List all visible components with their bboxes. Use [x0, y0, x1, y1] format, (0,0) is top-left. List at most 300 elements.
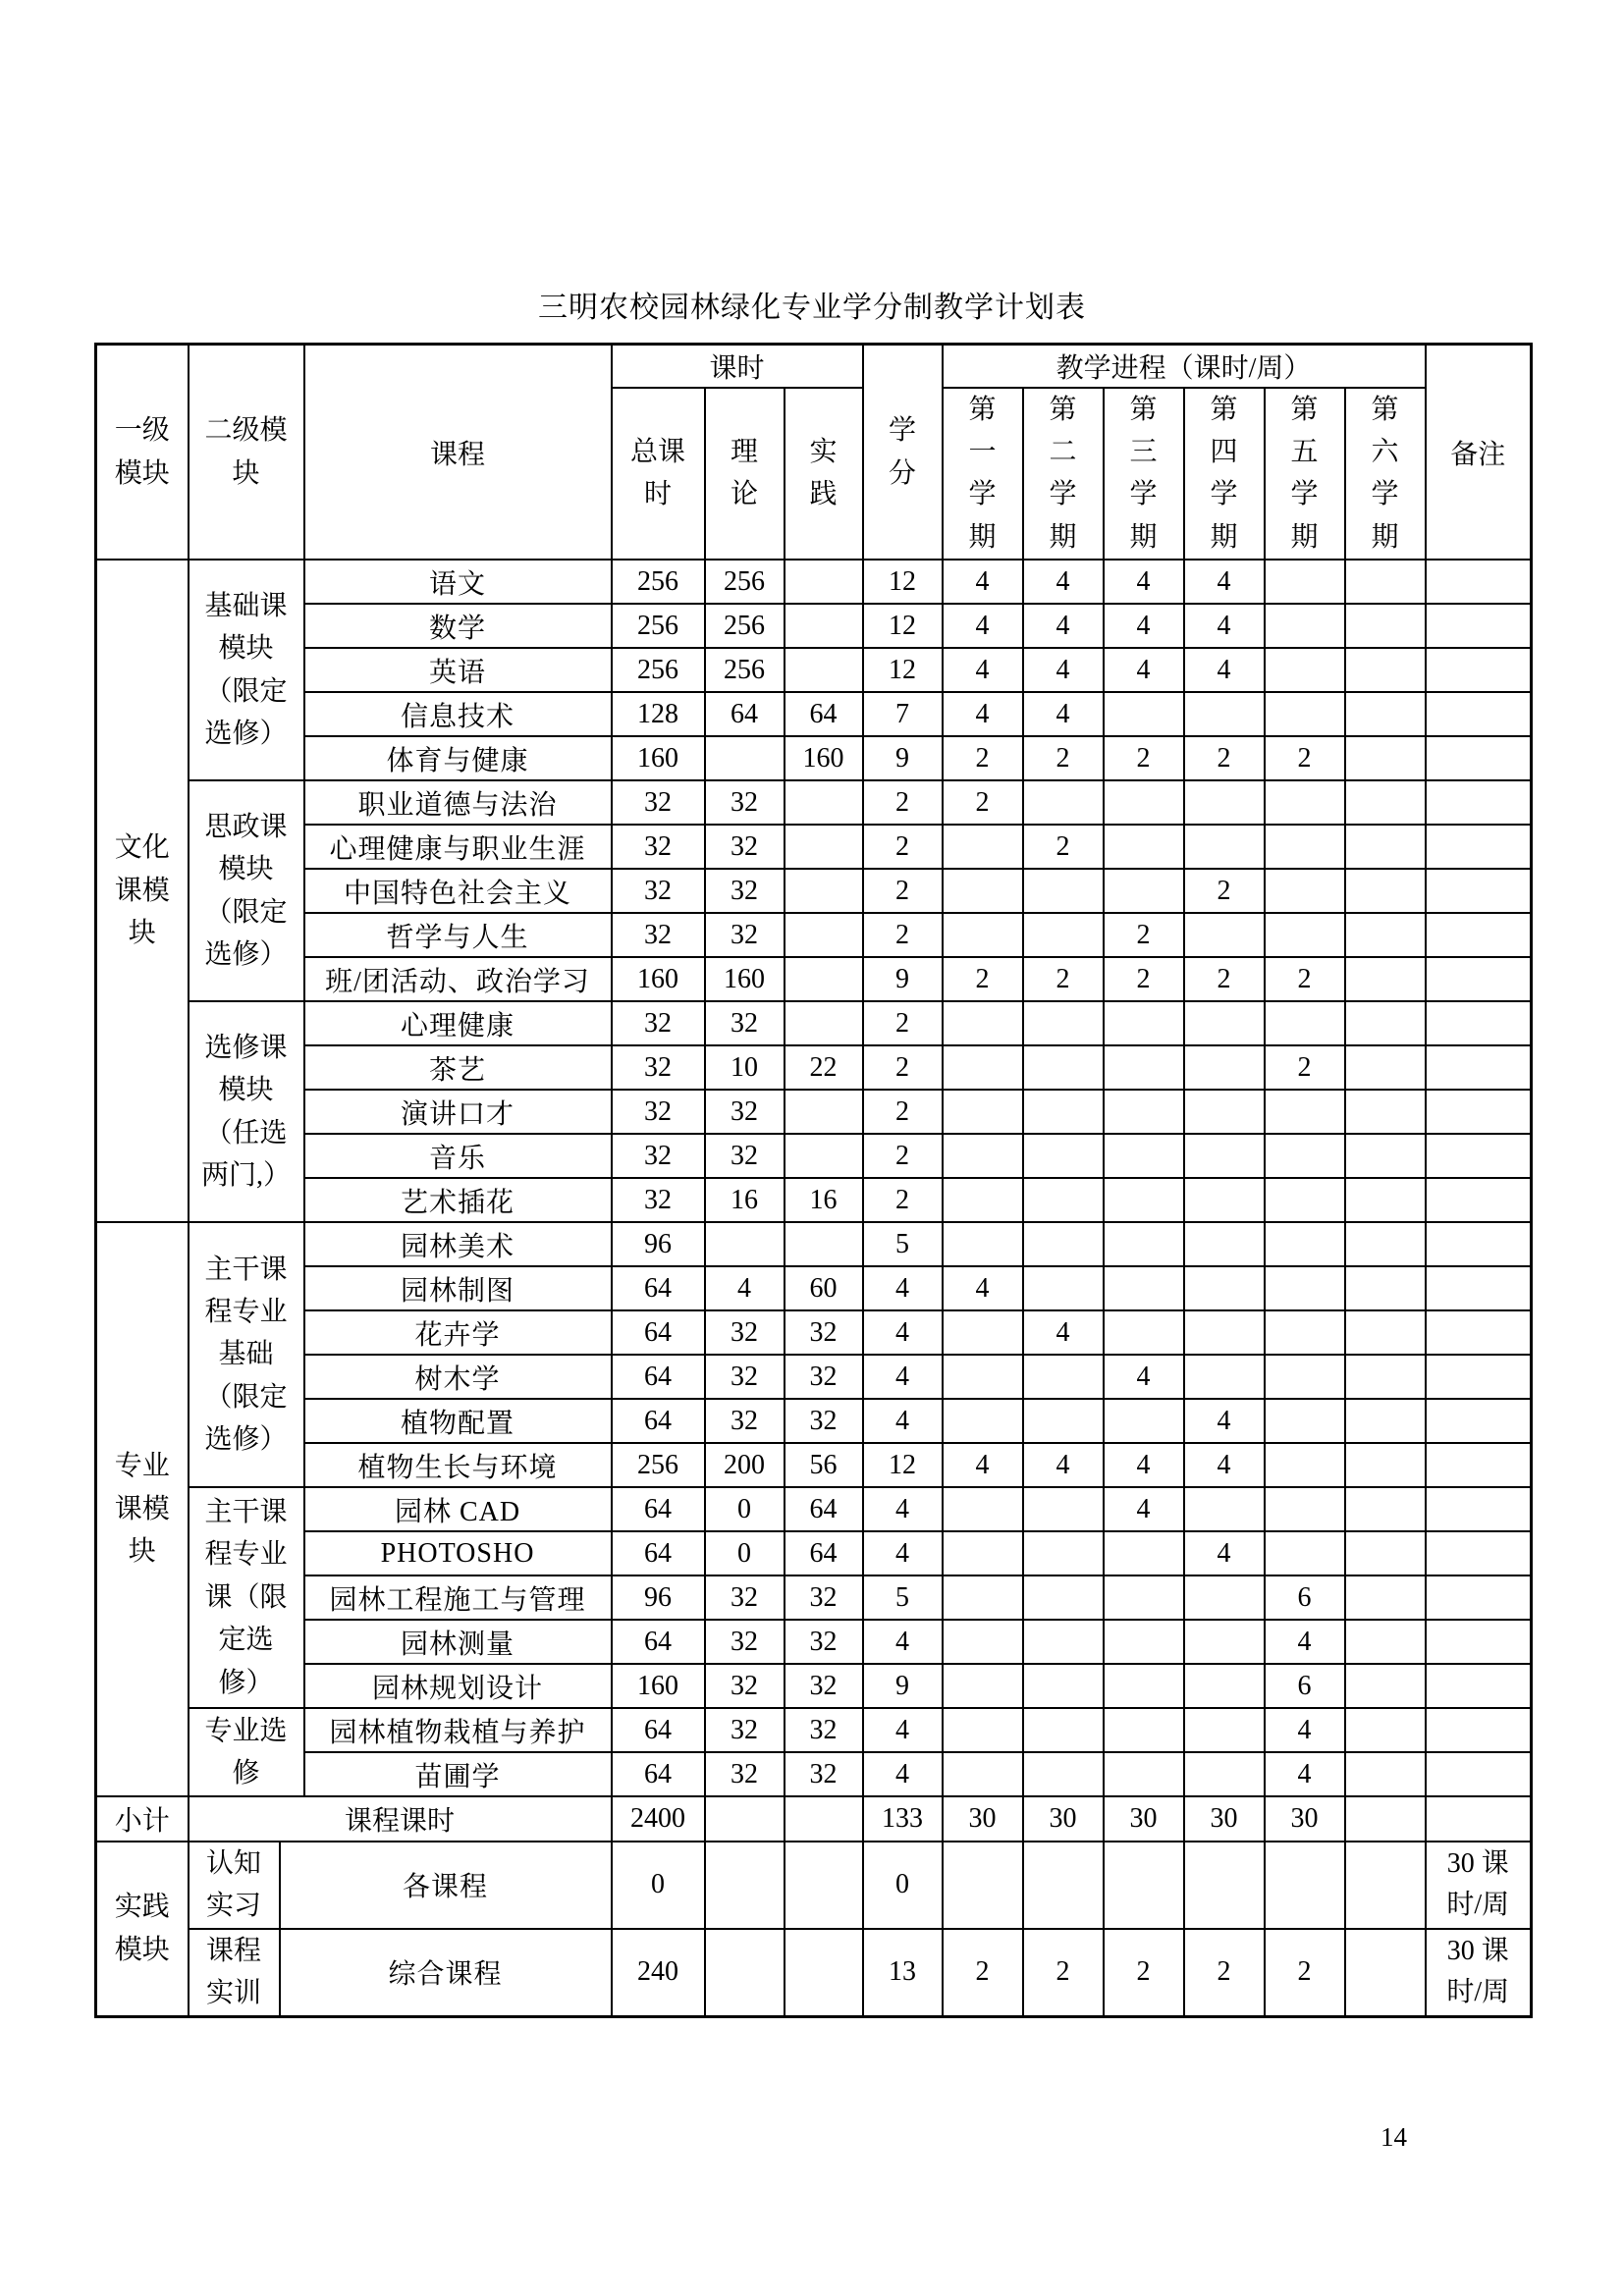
table-row: [96, 1752, 1532, 1796]
theory-hours-cell: [705, 1842, 785, 1929]
sem5-cell: [1265, 1222, 1345, 1266]
sem1-cell: [943, 913, 1023, 957]
sem4-cell: 4: [1184, 1399, 1265, 1443]
header-sem6: [1345, 388, 1426, 561]
page-number: 14: [1380, 2122, 1407, 2152]
practice-hours-cell: 64: [785, 1487, 863, 1531]
credits-cell: 4: [863, 1310, 943, 1355]
theory-hours-cell: 32: [705, 1575, 785, 1620]
sem2-cell: [1023, 1222, 1104, 1266]
sem3-cell: 30: [1104, 1796, 1184, 1842]
sem2-cell: [1023, 1045, 1104, 1090]
sem6-cell: [1345, 1399, 1426, 1443]
sem3-cell: [1104, 1708, 1184, 1752]
practice-hours-cell: 32: [785, 1575, 863, 1620]
sem4-cell: [1184, 1355, 1265, 1399]
sem1-cell: [943, 1842, 1023, 1929]
sem4-cell: [1184, 825, 1265, 869]
table-row: [96, 692, 1532, 736]
module-professional-label: 专业课模块: [114, 1451, 170, 1568]
sem6-cell: [1345, 1045, 1426, 1090]
sem6-cell: [1345, 1929, 1426, 2016]
practice-hours-cell: [785, 1134, 863, 1178]
sem5-cell: 4: [1265, 1620, 1345, 1664]
sem5-cell: [1265, 825, 1345, 869]
sem3-cell: 4: [1104, 604, 1184, 648]
header-sem5: [1265, 388, 1345, 561]
header-credits-label: 学分: [888, 415, 916, 489]
credits-cell: 2: [863, 825, 943, 869]
total-hours-cell: 32: [612, 780, 705, 825]
header-practice-label: 实践: [809, 436, 838, 510]
credits-cell: 133: [863, 1796, 943, 1842]
sem5-cell: [1265, 1266, 1345, 1310]
total-hours-cell: 256: [612, 604, 705, 648]
total-hours-cell: 128: [612, 692, 705, 736]
remark-cell: [1426, 1929, 1532, 2016]
credits-cell: 2: [863, 1001, 943, 1045]
remark-cell: [1426, 1134, 1532, 1178]
remark-cell: [1426, 604, 1532, 648]
theory-hours-cell: 32: [705, 1664, 785, 1708]
sem3-cell: [1104, 825, 1184, 869]
credits-cell: 4: [863, 1752, 943, 1796]
course-cell: 各课程: [280, 1842, 612, 1929]
total-hours-cell: 256: [612, 648, 705, 692]
sem6-cell: [1345, 1620, 1426, 1664]
module-training: [189, 1929, 280, 2016]
sem3-cell: [1104, 1001, 1184, 1045]
remark-cell: [1426, 825, 1532, 869]
module-cognition-label: 认知实习: [205, 1848, 261, 1922]
table-row: [96, 825, 1532, 869]
theory-hours-cell: 32: [705, 1620, 785, 1664]
theory-hours-cell: 256: [705, 648, 785, 692]
sem3-cell: 2: [1104, 913, 1184, 957]
sem1-cell: 2: [943, 736, 1023, 780]
sem3-cell: [1104, 1752, 1184, 1796]
total-hours-cell: 64: [612, 1399, 705, 1443]
remark-text: 30 课时/周: [1446, 1936, 1510, 2008]
sem2-cell: [1023, 1266, 1104, 1310]
sem4-cell: [1184, 1664, 1265, 1708]
credits-cell: 2: [863, 913, 943, 957]
remark-cell: [1426, 1355, 1532, 1399]
course-cell: 班/团活动、政治学习: [304, 957, 612, 1001]
credits-cell: 0: [863, 1842, 943, 1929]
sem2-cell: 2: [1023, 825, 1104, 869]
sem1-cell: 4: [943, 1443, 1023, 1487]
table-row: [96, 1045, 1532, 1090]
sem2-cell: [1023, 1090, 1104, 1134]
table-row: [96, 1399, 1532, 1443]
sem3-cell: [1104, 1222, 1184, 1266]
practice-hours-cell: 32: [785, 1664, 863, 1708]
sem6-cell: [1345, 1090, 1426, 1134]
remark-cell: [1426, 1620, 1532, 1664]
theory-hours-cell: 32: [705, 1399, 785, 1443]
remark-cell: [1426, 736, 1532, 780]
header-course: 课程: [304, 345, 612, 561]
total-hours-cell: 256: [612, 560, 705, 604]
module-basic: [189, 560, 304, 780]
module-major-elective: [189, 1708, 304, 1796]
sem5-cell: [1265, 1001, 1345, 1045]
credits-cell: 4: [863, 1620, 943, 1664]
sem4-cell: [1184, 1310, 1265, 1355]
header-sem2: [1023, 388, 1104, 561]
course-cell: 植物配置: [304, 1399, 612, 1443]
header-sem5-label: 第五学期: [1290, 394, 1319, 553]
total-hours-cell: 64: [612, 1266, 705, 1310]
module-practice-label: 实践模块: [114, 1892, 170, 1965]
practice-hours-cell: [785, 560, 863, 604]
sem6-cell: [1345, 1575, 1426, 1620]
sem2-cell: [1023, 1134, 1104, 1178]
sem1-cell: 4: [943, 648, 1023, 692]
remark-cell: [1426, 1664, 1532, 1708]
table-row: [96, 1222, 1532, 1266]
module-core-basic-label: 主干课程专业基础（限定选修）: [204, 1254, 288, 1456]
sem1-cell: [943, 1620, 1023, 1664]
sem5-cell: 6: [1265, 1575, 1345, 1620]
practice-hours-cell: [785, 1090, 863, 1134]
sem5-cell: [1265, 780, 1345, 825]
sem5-cell: [1265, 692, 1345, 736]
sem5-cell: 30: [1265, 1796, 1345, 1842]
theory-hours-cell: 16: [705, 1178, 785, 1222]
theory-hours-cell: 32: [705, 869, 785, 913]
credits-cell: 2: [863, 1045, 943, 1090]
credits-cell: 12: [863, 604, 943, 648]
sem3-cell: [1104, 1575, 1184, 1620]
practice-hours-cell: [785, 1222, 863, 1266]
table-row: [96, 1443, 1532, 1487]
sem4-cell: 4: [1184, 604, 1265, 648]
page-title: 三明农校园林绿化专业学分制教学计划表: [538, 292, 1086, 324]
sem5-cell: 6: [1265, 1664, 1345, 1708]
table-row: [96, 1531, 1532, 1575]
remark-cell: [1426, 780, 1532, 825]
theory-hours-cell: 4: [705, 1266, 785, 1310]
header-level1-label: 一级模块: [114, 415, 170, 489]
sem3-cell: [1104, 1045, 1184, 1090]
total-hours-cell: 64: [612, 1620, 705, 1664]
module-subtotal: 小计: [96, 1796, 189, 1842]
remark-cell: [1426, 1575, 1532, 1620]
course-cell: 语文: [304, 560, 612, 604]
sem3-cell: [1104, 1620, 1184, 1664]
sem1-cell: 2: [943, 957, 1023, 1001]
practice-row: [96, 1842, 1532, 1929]
practice-hours-cell: 160: [785, 736, 863, 780]
theory-hours-cell: 32: [705, 1355, 785, 1399]
sem5-cell: [1265, 1399, 1345, 1443]
header-hours-total-label: 总课时: [629, 436, 685, 510]
sem5-cell: [1265, 1443, 1345, 1487]
sem3-cell: [1104, 1178, 1184, 1222]
remark-cell: [1426, 1222, 1532, 1266]
total-hours-cell: 32: [612, 1045, 705, 1090]
sem6-cell: [1345, 1355, 1426, 1399]
practice-hours-cell: [785, 825, 863, 869]
table-row: [96, 1620, 1532, 1664]
sem6-cell: [1345, 1266, 1426, 1310]
header-sem1: [943, 388, 1023, 561]
practice-hours-cell: 16: [785, 1178, 863, 1222]
sem1-cell: 2: [943, 1929, 1023, 2016]
sem1-cell: [943, 1752, 1023, 1796]
total-hours-cell: 96: [612, 1222, 705, 1266]
course-cell: 艺术插花: [304, 1178, 612, 1222]
theory-hours-cell: 32: [705, 1001, 785, 1045]
module-ideology: [189, 780, 304, 1001]
sem6-cell: [1345, 1842, 1426, 1929]
total-hours-cell: 64: [612, 1310, 705, 1355]
course-cell: 植物生长与环境: [304, 1443, 612, 1487]
total-hours-cell: 2400: [612, 1796, 705, 1842]
header-theory: [705, 388, 785, 561]
sem1-cell: [943, 1178, 1023, 1222]
remark-cell: [1426, 1487, 1532, 1531]
credits-cell: 13: [863, 1929, 943, 2016]
sem6-cell: [1345, 736, 1426, 780]
sem2-cell: [1023, 913, 1104, 957]
sem3-cell: [1104, 1266, 1184, 1310]
header-sem4-label: 第四学期: [1210, 394, 1238, 553]
remark-cell: [1426, 1266, 1532, 1310]
sem1-cell: [943, 1134, 1023, 1178]
credits-cell: 2: [863, 869, 943, 913]
total-hours-cell: 64: [612, 1355, 705, 1399]
total-hours-cell: 0: [612, 1842, 705, 1929]
table-row: [96, 869, 1532, 913]
sem5-cell: 2: [1265, 1929, 1345, 2016]
total-hours-cell: 32: [612, 1001, 705, 1045]
sem1-cell: [943, 1664, 1023, 1708]
sem6-cell: [1345, 913, 1426, 957]
module-core-basic: [189, 1222, 304, 1487]
header-remarks: 备注: [1426, 345, 1532, 561]
total-hours-cell: 64: [612, 1708, 705, 1752]
module-cognition: [189, 1842, 280, 1929]
sem6-cell: [1345, 604, 1426, 648]
sem6-cell: [1345, 1134, 1426, 1178]
sem4-cell: [1184, 913, 1265, 957]
sem6-cell: [1345, 560, 1426, 604]
remark-cell: [1426, 869, 1532, 913]
sem3-cell: 2: [1104, 1929, 1184, 2016]
sem5-cell: [1265, 913, 1345, 957]
header-hours-group: 课时: [612, 345, 863, 388]
sem4-cell: [1184, 1001, 1265, 1045]
course-cell: 园林美术: [304, 1222, 612, 1266]
table-row: [96, 560, 1532, 604]
course-cell: 英语: [304, 648, 612, 692]
sem2-cell: 4: [1023, 1310, 1104, 1355]
remark-cell: [1426, 1045, 1532, 1090]
sem2-cell: [1023, 1531, 1104, 1575]
module-major-elective-label: 专业选修: [204, 1715, 288, 1789]
table-row: [96, 1134, 1532, 1178]
sem5-cell: [1265, 1178, 1345, 1222]
sem3-cell: [1104, 1842, 1184, 1929]
sem4-cell: 4: [1184, 648, 1265, 692]
total-hours-cell: 32: [612, 869, 705, 913]
sem4-cell: 30: [1184, 1796, 1265, 1842]
sem2-cell: 2: [1023, 736, 1104, 780]
sem5-cell: 2: [1265, 957, 1345, 1001]
table-row: [96, 1575, 1532, 1620]
module-professional: [96, 1222, 189, 1796]
course-cell: 苗圃学: [304, 1752, 612, 1796]
sem2-cell: [1023, 1487, 1104, 1531]
sem6-cell: [1345, 692, 1426, 736]
total-hours-cell: 32: [612, 1090, 705, 1134]
sem6-cell: [1345, 1443, 1426, 1487]
sem4-cell: 4: [1184, 560, 1265, 604]
sem3-cell: 4: [1104, 1487, 1184, 1531]
credits-cell: 5: [863, 1575, 943, 1620]
subtotal-row: [96, 1796, 1532, 1842]
credits-cell: 12: [863, 648, 943, 692]
sem1-cell: [943, 869, 1023, 913]
teaching-plan-table: [94, 343, 1533, 2018]
course-cell: 体育与健康: [304, 736, 612, 780]
module-basic-label: 基础课模块（限定选修）: [204, 590, 288, 749]
table-row: [96, 1178, 1532, 1222]
credits-cell: 9: [863, 1664, 943, 1708]
sem5-cell: [1265, 648, 1345, 692]
remark-cell: [1426, 1443, 1532, 1487]
sem3-cell: 4: [1104, 648, 1184, 692]
sem3-cell: 4: [1104, 560, 1184, 604]
table-row: [96, 1001, 1532, 1045]
total-hours-cell: 240: [612, 1929, 705, 2016]
theory-hours-cell: 32: [705, 780, 785, 825]
header-theory-label: 理论: [730, 436, 758, 510]
sem2-cell: 4: [1023, 1443, 1104, 1487]
sem6-cell: [1345, 869, 1426, 913]
practice-hours-cell: 32: [785, 1620, 863, 1664]
remark-cell: [1426, 1310, 1532, 1355]
sem3-cell: [1104, 1664, 1184, 1708]
course-cell: 演讲口才: [304, 1090, 612, 1134]
table-row: [96, 1708, 1532, 1752]
course-cell: 心理健康与职业生涯: [304, 825, 612, 869]
sem5-cell: [1265, 604, 1345, 648]
practice-hours-cell: 56: [785, 1443, 863, 1487]
practice-hours-cell: [785, 1001, 863, 1045]
module-core-major: [189, 1487, 304, 1708]
sem4-cell: 4: [1184, 1531, 1265, 1575]
total-hours-cell: 64: [612, 1752, 705, 1796]
sem2-cell: [1023, 1178, 1104, 1222]
sem6-cell: [1345, 1796, 1426, 1842]
sem2-cell: 2: [1023, 1929, 1104, 2016]
theory-hours-cell: [705, 1929, 785, 2016]
sem2-cell: [1023, 1708, 1104, 1752]
sem1-cell: [943, 1222, 1023, 1266]
course-cell: 职业道德与法治: [304, 780, 612, 825]
header-row-1: [96, 345, 1532, 388]
sem1-cell: 4: [943, 692, 1023, 736]
sem5-cell: 2: [1265, 736, 1345, 780]
sem2-cell: 4: [1023, 692, 1104, 736]
sem2-cell: [1023, 1575, 1104, 1620]
sem4-cell: [1184, 1090, 1265, 1134]
table-row: [96, 736, 1532, 780]
credits-cell: 4: [863, 1531, 943, 1575]
sem4-cell: 2: [1184, 957, 1265, 1001]
sem6-cell: [1345, 1178, 1426, 1222]
remark-cell: [1426, 1001, 1532, 1045]
theory-hours-cell: 32: [705, 825, 785, 869]
credits-cell: 4: [863, 1355, 943, 1399]
course-cell: 园林 CAD: [304, 1487, 612, 1531]
practice-hours-cell: 64: [785, 692, 863, 736]
sem1-cell: [943, 1090, 1023, 1134]
theory-hours-cell: [705, 1796, 785, 1842]
course-cell: 园林工程施工与管理: [304, 1575, 612, 1620]
practice-hours-cell: [785, 1929, 863, 2016]
total-hours-cell: 32: [612, 825, 705, 869]
theory-hours-cell: [705, 736, 785, 780]
table-row: [96, 1090, 1532, 1134]
remark-text: 30 课时/周: [1446, 1848, 1510, 1921]
remark-cell: [1426, 1796, 1532, 1842]
sem3-cell: 4: [1104, 1443, 1184, 1487]
sem3-cell: [1104, 1310, 1184, 1355]
table-row: [96, 957, 1532, 1001]
sem1-cell: [943, 1001, 1023, 1045]
course-cell: 信息技术: [304, 692, 612, 736]
sem4-cell: [1184, 1752, 1265, 1796]
theory-hours-cell: 32: [705, 1310, 785, 1355]
total-hours-cell: 256: [612, 1443, 705, 1487]
sem5-cell: 4: [1265, 1752, 1345, 1796]
total-hours-cell: 32: [612, 913, 705, 957]
sem5-cell: [1265, 560, 1345, 604]
theory-hours-cell: 0: [705, 1531, 785, 1575]
sem4-cell: 2: [1184, 736, 1265, 780]
course-cell: 花卉学: [304, 1310, 612, 1355]
theory-hours-cell: 160: [705, 957, 785, 1001]
sem4-cell: [1184, 1487, 1265, 1531]
practice-hours-cell: 60: [785, 1266, 863, 1310]
sem1-cell: 4: [943, 560, 1023, 604]
sem3-cell: [1104, 1134, 1184, 1178]
credits-cell: 5: [863, 1222, 943, 1266]
sem6-cell: [1345, 957, 1426, 1001]
course-cell: PHOTOSHO: [304, 1531, 612, 1575]
sem4-cell: [1184, 1842, 1265, 1929]
remark-cell: [1426, 648, 1532, 692]
practice-hours-cell: 32: [785, 1355, 863, 1399]
sem3-cell: [1104, 869, 1184, 913]
sem2-cell: 4: [1023, 604, 1104, 648]
sem6-cell: [1345, 1487, 1426, 1531]
course-cell: 园林测量: [304, 1620, 612, 1664]
sem5-cell: [1265, 869, 1345, 913]
remark-cell: [1426, 1842, 1532, 1929]
practice-hours-cell: 32: [785, 1310, 863, 1355]
credits-cell: 9: [863, 957, 943, 1001]
remark-cell: [1426, 560, 1532, 604]
sem2-cell: 2: [1023, 957, 1104, 1001]
header-sem2-label: 第二学期: [1049, 394, 1077, 553]
table-row: [96, 1310, 1532, 1355]
